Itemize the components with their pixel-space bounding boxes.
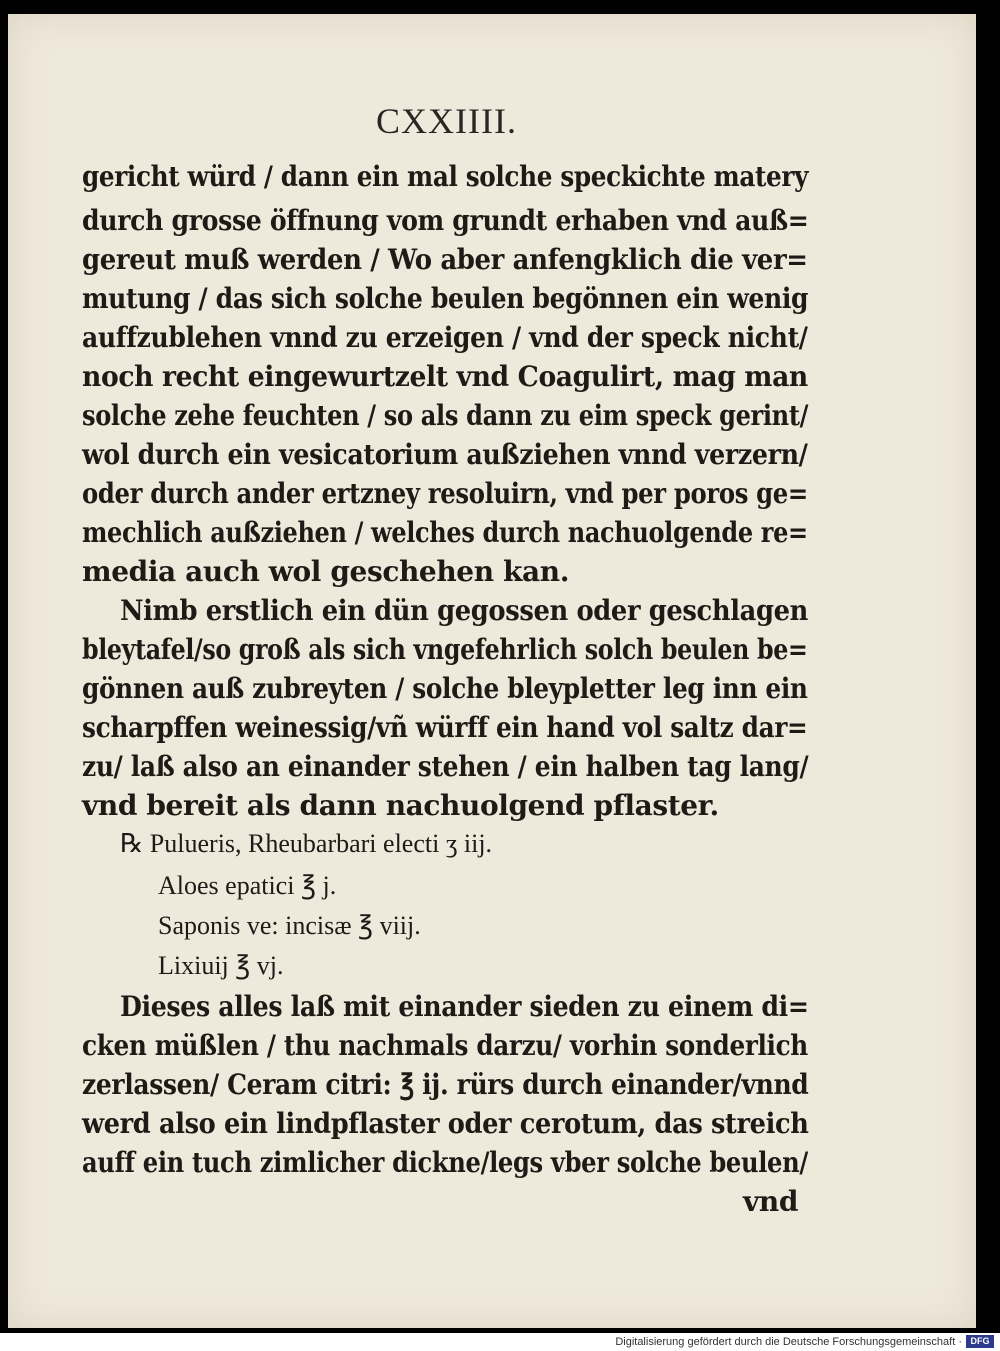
dfg-logo: DFG: [966, 1335, 994, 1348]
text-line: gereut muß werden / Wo aber anfengklich die ver=: [82, 243, 808, 276]
text-line: gönnen auß zubreyten / solche bleypletter leg inn ein: [82, 672, 808, 705]
text-line: durch grosse öffnung vom grundt erhaben vnd auß=: [82, 204, 809, 237]
text-line: gericht würd / dann ein mal solche speckichte matery: [82, 160, 809, 193]
book-page: [8, 14, 976, 1328]
text-line: vnd bereit als dann nachuolgend pflaster.: [82, 789, 719, 822]
text-line: scharpffen weinessig/vñ würff ein hand vol saltz dar=: [82, 711, 808, 744]
recipe-line: Aloes epatici ℥ j.: [158, 871, 337, 900]
text-line: werd also ein lindpflaster oder cerotum, das streich: [82, 1107, 809, 1140]
folio-number: CXXIIII.: [376, 101, 517, 141]
text-line: Nimb erstlich ein dün gegossen oder geschlagen: [120, 594, 809, 627]
text-line: media auch wol geschehen kan.: [82, 555, 570, 588]
text-line: Dieses alles laß mit einander sieden zu einem di=: [120, 990, 809, 1023]
text-line: noch recht eingewurtzelt vnd Coagulirt, mag man: [82, 360, 808, 393]
text-line: wol durch ein vesicatorium außziehen vnnd verzern/: [82, 438, 808, 471]
text-line: solche zehe feuchten / so als dann zu eim speck gerint/: [82, 399, 809, 432]
text-line: bleytafel/so groß als sich vngefehrlich solch beulen be=: [82, 633, 808, 666]
text-line: zerlassen/ Ceram citri: ℥ ij. rürs durch einander/vnnd: [82, 1068, 809, 1101]
text-line: auff ein tuch zimlicher dickne/legs vber solche beulen/: [82, 1146, 808, 1179]
text-line: cken müßlen / thu nachmals darzu/ vorhin sonderlich: [82, 1029, 808, 1062]
text-line: oder durch ander ertzney resoluirn, vnd per poros ge=: [82, 477, 808, 510]
text-line: mechlich außziehen / welches durch nachuolgende re=: [82, 516, 808, 549]
text-line: mutung / das sich solche beulen begönnen ein wenig: [82, 282, 809, 315]
recipe-line: ℞ Pulueris, Rheubarbari electi ʒ iij.: [120, 829, 493, 858]
text-line: auffzublehen vnnd zu erzeigen / vnd der speck nicht/: [82, 321, 808, 354]
text-line: zu/ laß also an einander stehen / ein halben tag lang/: [82, 750, 809, 783]
recipe-line: Saponis ve: incisæ ℥ viij.: [158, 911, 421, 940]
main-text: [8, 14, 976, 1328]
recipe-line: Lixiuij ℥ vj.: [158, 951, 284, 980]
catchword: vnd: [743, 1185, 799, 1218]
funding-notice: Digitalisierung gefördert durch die Deutsche Forschungsgemeinschaft ·: [615, 1336, 962, 1348]
